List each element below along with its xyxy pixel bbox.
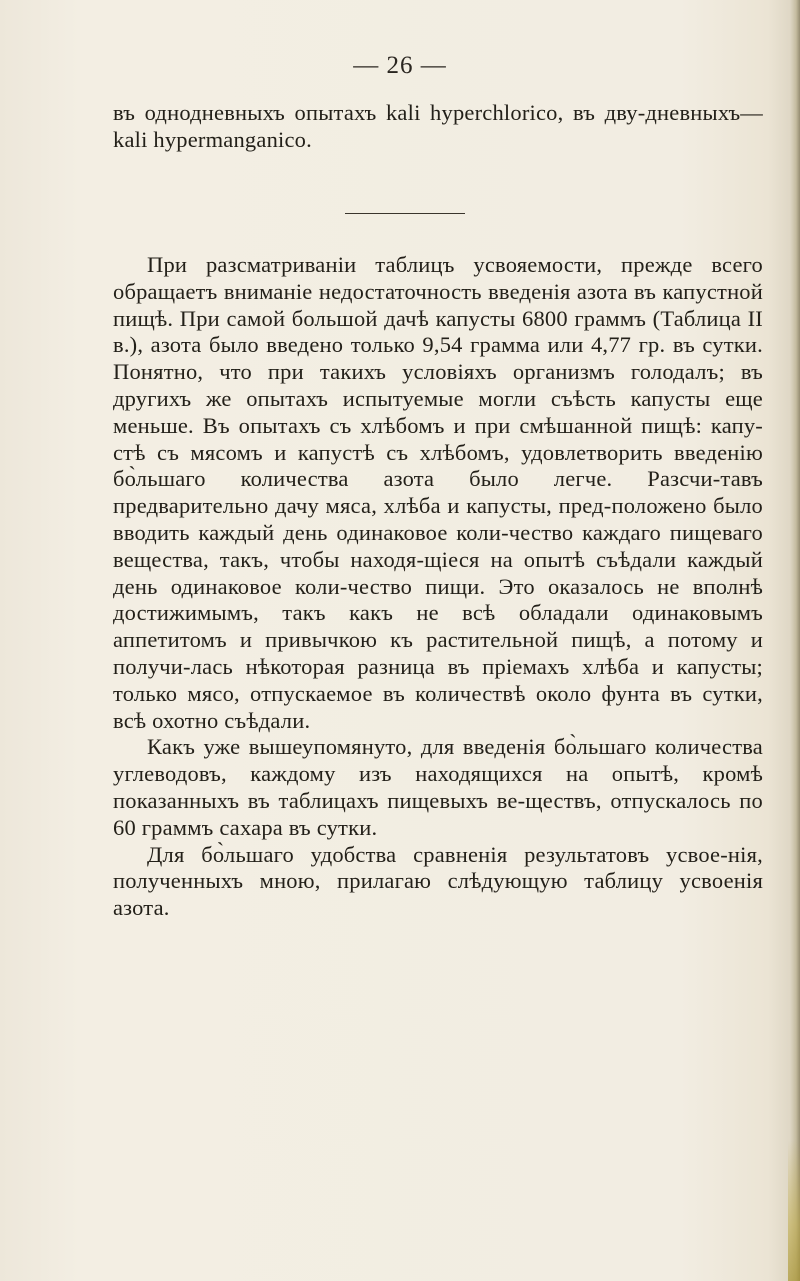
section-divider — [345, 213, 465, 214]
page-edge-shadow — [790, 0, 800, 1281]
paragraph-2: Какъ уже вышеупомянуто, для введенія бо̀льшаго количества углеводовъ, каждому изъ находящихся на опытѣ, кромѣ показанныхъ въ таблицахъ пищевыхъ ве-ществъ, отпускалось по 60 граммъ сахара въ сутки. — [113, 734, 763, 840]
page-number: — 26 — — [353, 52, 447, 79]
paragraph-1: При разсматриваніи таблицъ усвояемости, прежде всего обращаетъ вниманіе недостаточность введенія азота въ капустной пищѣ. При самой большой дачѣ капусты 6800 граммъ (Таблица II в.), азота было введено только 9,54 грамма или 4,77 гр. въ сутки. Понятно, что при такихъ условіяхъ организмъ голодалъ; въ другихъ же опытахъ испытуемые могли съѣсть капусты еще меньше. Въ опытахъ съ хлѣбомъ и при смѣшанной пищѣ: капу-стѣ съ мясомъ и капустѣ съ хлѣбомъ, удовлетворить введенію бо̀льшаго количества азота было легче. Разсчи-тавъ предварительно дачу мяса, хлѣба и капусты, пред-положено было вводить каждый день одинаковое коли-чество каждаго пищеваго вещества, такъ, чтобы находя-щіеся на опытѣ съѣдали каждый день одинаковое коли-чество пищи. Это оказалось не вполнѣ достижимымъ, такъ какъ не всѣ обладали одинаковымъ аппетитомъ и привычкою къ растительной пищѣ, а потому и получи-лась нѣкоторая разница въ пріемахъ хлѣба и капусты; только мясо, отпускаемое въ количествѣ около фунта въ сутки, всѣ охотно съѣдали. — [113, 252, 763, 733]
intro-text — [113, 100, 763, 154]
intro-paragraph: въ однодневныхъ опытахъ kali hyperchloricо, въ дву-дневныхъ—kali hypermanganicо. — [113, 100, 763, 152]
paragraph-3: Для бо̀льшаго удобства сравненія результатовъ усвое-нія, полученныхъ мною, прилагаю слѣдующую таблицу усвоенія азота. — [113, 841, 763, 921]
body-text — [113, 252, 763, 922]
page-edge-stain — [788, 1140, 800, 1281]
